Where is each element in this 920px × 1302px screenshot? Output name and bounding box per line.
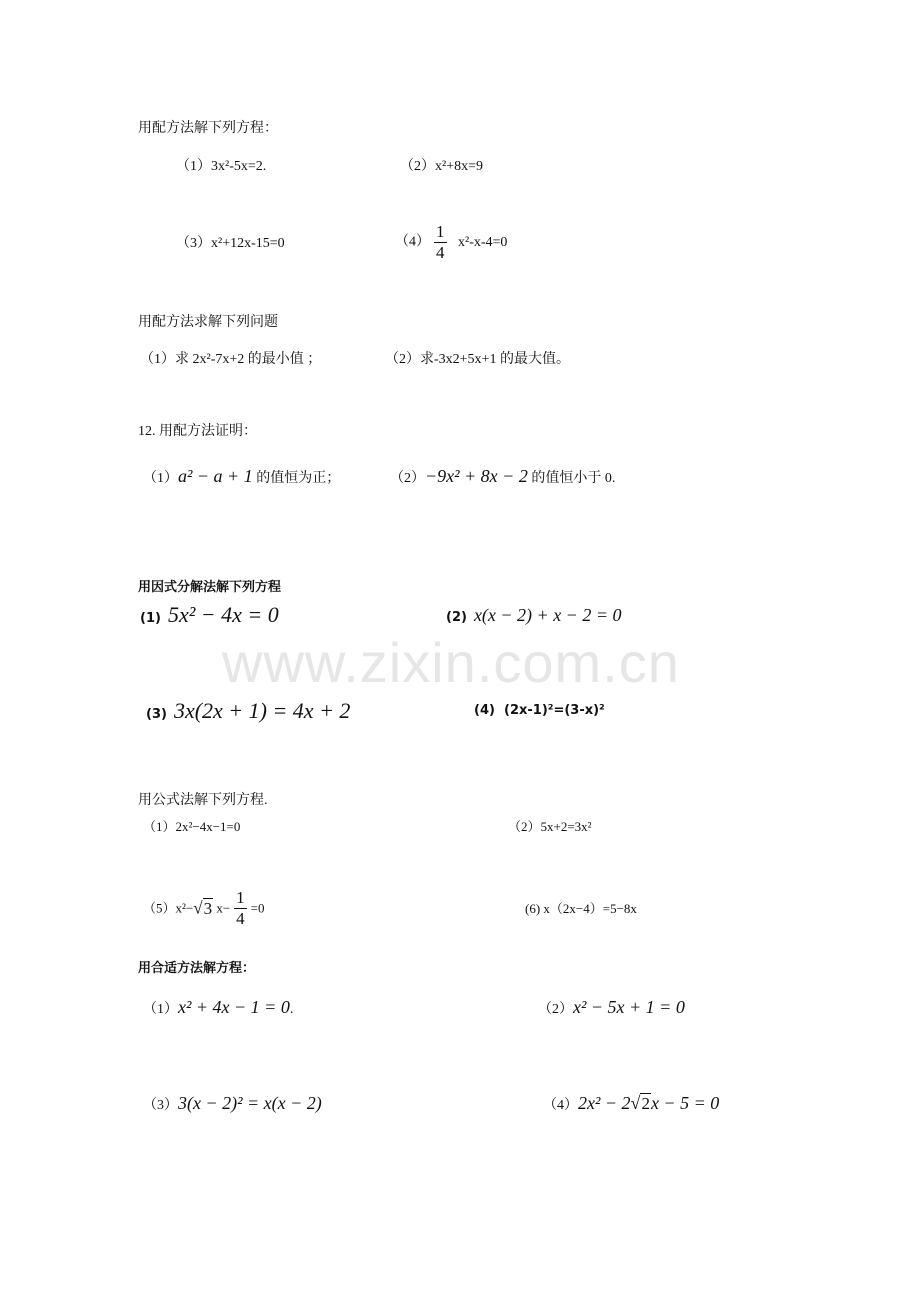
label: （1） <box>143 471 178 486</box>
sqrt-icon: √ <box>630 1093 641 1113</box>
equation: x − 5 = 0 <box>650 1093 720 1113</box>
section-heading: 用配方法求解下列问题 <box>138 315 278 330</box>
equation: x(x − 2) + x − 2 = 0 <box>473 605 622 625</box>
denominator: 4 <box>236 909 245 928</box>
section-heading: 用因式分解法解下列方程 <box>138 580 282 595</box>
label: (4) <box>474 703 495 718</box>
problem <box>143 888 265 929</box>
section-heading: 用配方法解下列方程： <box>138 121 278 136</box>
radicand: 2 <box>641 1094 650 1113</box>
equation: 3(x − 2)² = x(x − 2) <box>178 1093 322 1113</box>
problem <box>146 698 350 724</box>
equation: 2x² − 2 <box>578 1093 631 1113</box>
denominator: 4 <box>436 243 445 262</box>
text: =0 <box>250 900 265 916</box>
problem: （1）求 2x²-7x+2 的最小值 ； <box>140 352 322 367</box>
radicand: 3 <box>203 898 213 918</box>
label: （4） <box>543 1098 578 1113</box>
problem <box>143 996 293 1019</box>
text: . <box>289 1002 294 1017</box>
fraction <box>434 222 447 263</box>
problem <box>140 602 279 628</box>
label: （5）x²− <box>143 900 194 916</box>
label: （3） <box>143 1098 178 1113</box>
problem: （2）x²+8x=9 <box>400 159 483 174</box>
problem: (6) x（2x−4）=5−8x <box>525 901 637 916</box>
problem <box>446 604 621 627</box>
problem: （1）2x²−4x−1=0 <box>143 819 241 834</box>
problem: （2）求-3x2+5x+1 的最大值。 <box>385 352 570 367</box>
equation: a² − a + 1 <box>178 466 253 486</box>
problem: （2）5x+2=3x² <box>508 819 592 834</box>
equation: x²-x-4=0 <box>458 234 508 250</box>
text: 的值恒小于 0. <box>531 471 616 486</box>
problem <box>143 465 340 488</box>
problem <box>543 1092 719 1115</box>
label: （2） <box>538 1002 573 1017</box>
label: (3) <box>146 707 167 722</box>
label: (2) <box>446 610 467 625</box>
equation: 3x(2x + 1) = 4x + 2 <box>173 698 351 723</box>
numerator: 1 <box>236 888 245 907</box>
problem: （1）3x²-5x=2. <box>176 159 267 174</box>
section-heading: 12. 用配方法证明： <box>138 424 257 439</box>
fraction <box>234 888 247 929</box>
text: 的值恒为正； <box>256 471 341 486</box>
sqrt-icon: √ <box>193 898 203 918</box>
label: （1） <box>143 1002 178 1017</box>
section-heading: 用公式法解下列方程. <box>138 793 268 808</box>
problem <box>143 1092 322 1115</box>
problem <box>538 996 685 1019</box>
text: x− <box>216 900 231 916</box>
problem <box>395 222 507 263</box>
watermark: www.zixin.com.cn <box>222 631 680 694</box>
problem: （3）x²+12x-15=0 <box>176 236 285 251</box>
equation: −9x² + 8x − 2 <box>425 466 528 486</box>
section-heading: 用合适方法解方程： <box>138 961 256 976</box>
label: （4） <box>395 234 430 250</box>
equation: x² + 4x − 1 = 0 <box>178 997 290 1017</box>
equation: 5x² − 4x = 0 <box>167 602 279 627</box>
equation: (2x-1)²=(3-x)² <box>504 703 605 718</box>
equation: x² − 5x + 1 = 0 <box>573 997 685 1017</box>
label: （2） <box>390 471 425 486</box>
numerator: 1 <box>436 222 445 241</box>
problem <box>390 465 615 488</box>
problem <box>474 702 605 720</box>
label: (1) <box>140 611 161 626</box>
